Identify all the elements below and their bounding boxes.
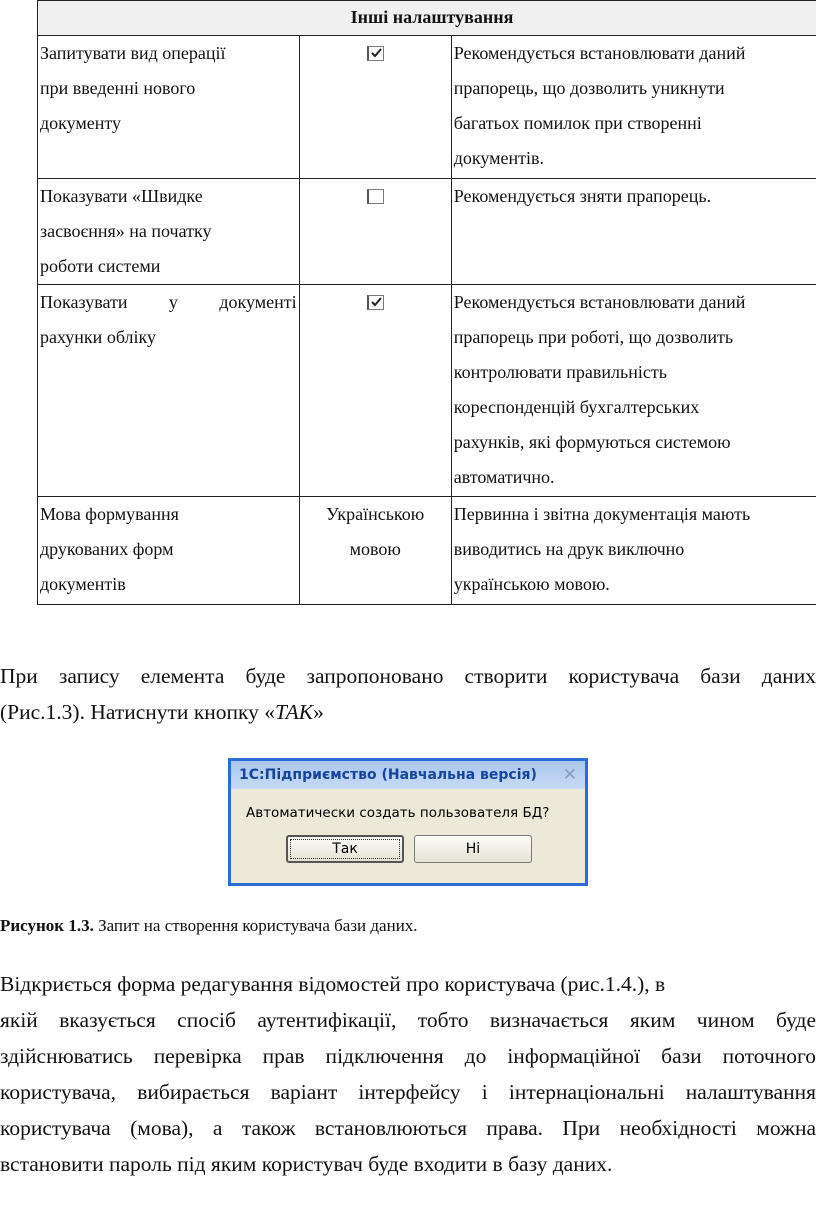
table-header: Інші налаштування (38, 1, 816, 36)
paragraph-line-2: (Рис.1.3). Натиснути кнопку «ТАК» (0, 700, 324, 724)
paragraph-record-element: При запису елемента буде запропоновано створити користувача бази даних (Рис.1.3). Натиснути кнопку «ТАК» (0, 658, 816, 730)
setting-label: Запитувати вид операції при введенні нового документу (38, 36, 300, 179)
setting-checkbox-cell (299, 36, 451, 179)
yes-button[interactable]: Так (286, 835, 404, 863)
dialog-message: Автоматически создать пользователя БД? (246, 805, 550, 821)
dialog-title: 1С:Підприємство (Навчальна версія) (239, 767, 537, 783)
setting-label: Мова формування друкованих форм документів (38, 497, 300, 605)
caption-label: Рисунок 1.3. (0, 916, 94, 935)
caption-text: Запит на створення користувача бази даних. (93, 916, 418, 935)
table-row (38, 36, 816, 179)
paragraph-user-form: Відкриється форма редагування відомостей про користувача (рис.1.4.), в якій вказується спосіб аутентифікації, тобто визначається яким чином буде здійснюватись перевірка прав підключення до інформаційної бази поточного користувача, вибирається варіант інтерфейсу і інтернаціональні налаштування користувача (мова), а також встановлюються права. При необхідності можна встановити пароль під яким користувач буде входити в базу даних. (0, 972, 816, 1176)
checkbox-checked[interactable] (367, 295, 384, 310)
confirm-dialog (228, 758, 588, 886)
setting-language-value: Українською мовою (299, 497, 451, 605)
setting-note: Рекомендується зняти прапорець. (451, 179, 816, 285)
no-button[interactable]: Ні (414, 835, 532, 863)
settings-table (37, 0, 816, 605)
table-header-row (38, 1, 816, 36)
close-icon[interactable]: ✕ (562, 765, 577, 785)
setting-label: Показувати у документі рахунки обліку (38, 285, 300, 497)
checkbox-unchecked[interactable] (367, 189, 384, 204)
checkbox-checked[interactable] (367, 46, 384, 61)
setting-note: Рекомендується встановлювати даний прапорець при роботі, що дозволить контролювати правильність кореспонденцій бухгалтерських рахунків, які формуються системою автоматично. (451, 285, 816, 497)
setting-note: Рекомендується встановлювати даний прапорець, що дозволить уникнути багатьох помилок при створенні документів. (451, 36, 816, 179)
dialog-titlebar (231, 761, 585, 789)
setting-checkbox-cell (299, 179, 451, 285)
setting-note: Первинна і звітна документація мають виводитись на друк виключно українською мовою. (451, 497, 816, 605)
setting-label: Показувати «Швидке засвоєння» на початку роботи системи (38, 179, 300, 285)
table-row (38, 497, 816, 605)
figure-caption (0, 916, 418, 936)
setting-checkbox-cell (299, 285, 451, 497)
table-row (38, 285, 816, 497)
tak-emphasis: ТАК (275, 700, 314, 724)
dialog-buttons (286, 835, 585, 863)
table-row (38, 179, 816, 285)
